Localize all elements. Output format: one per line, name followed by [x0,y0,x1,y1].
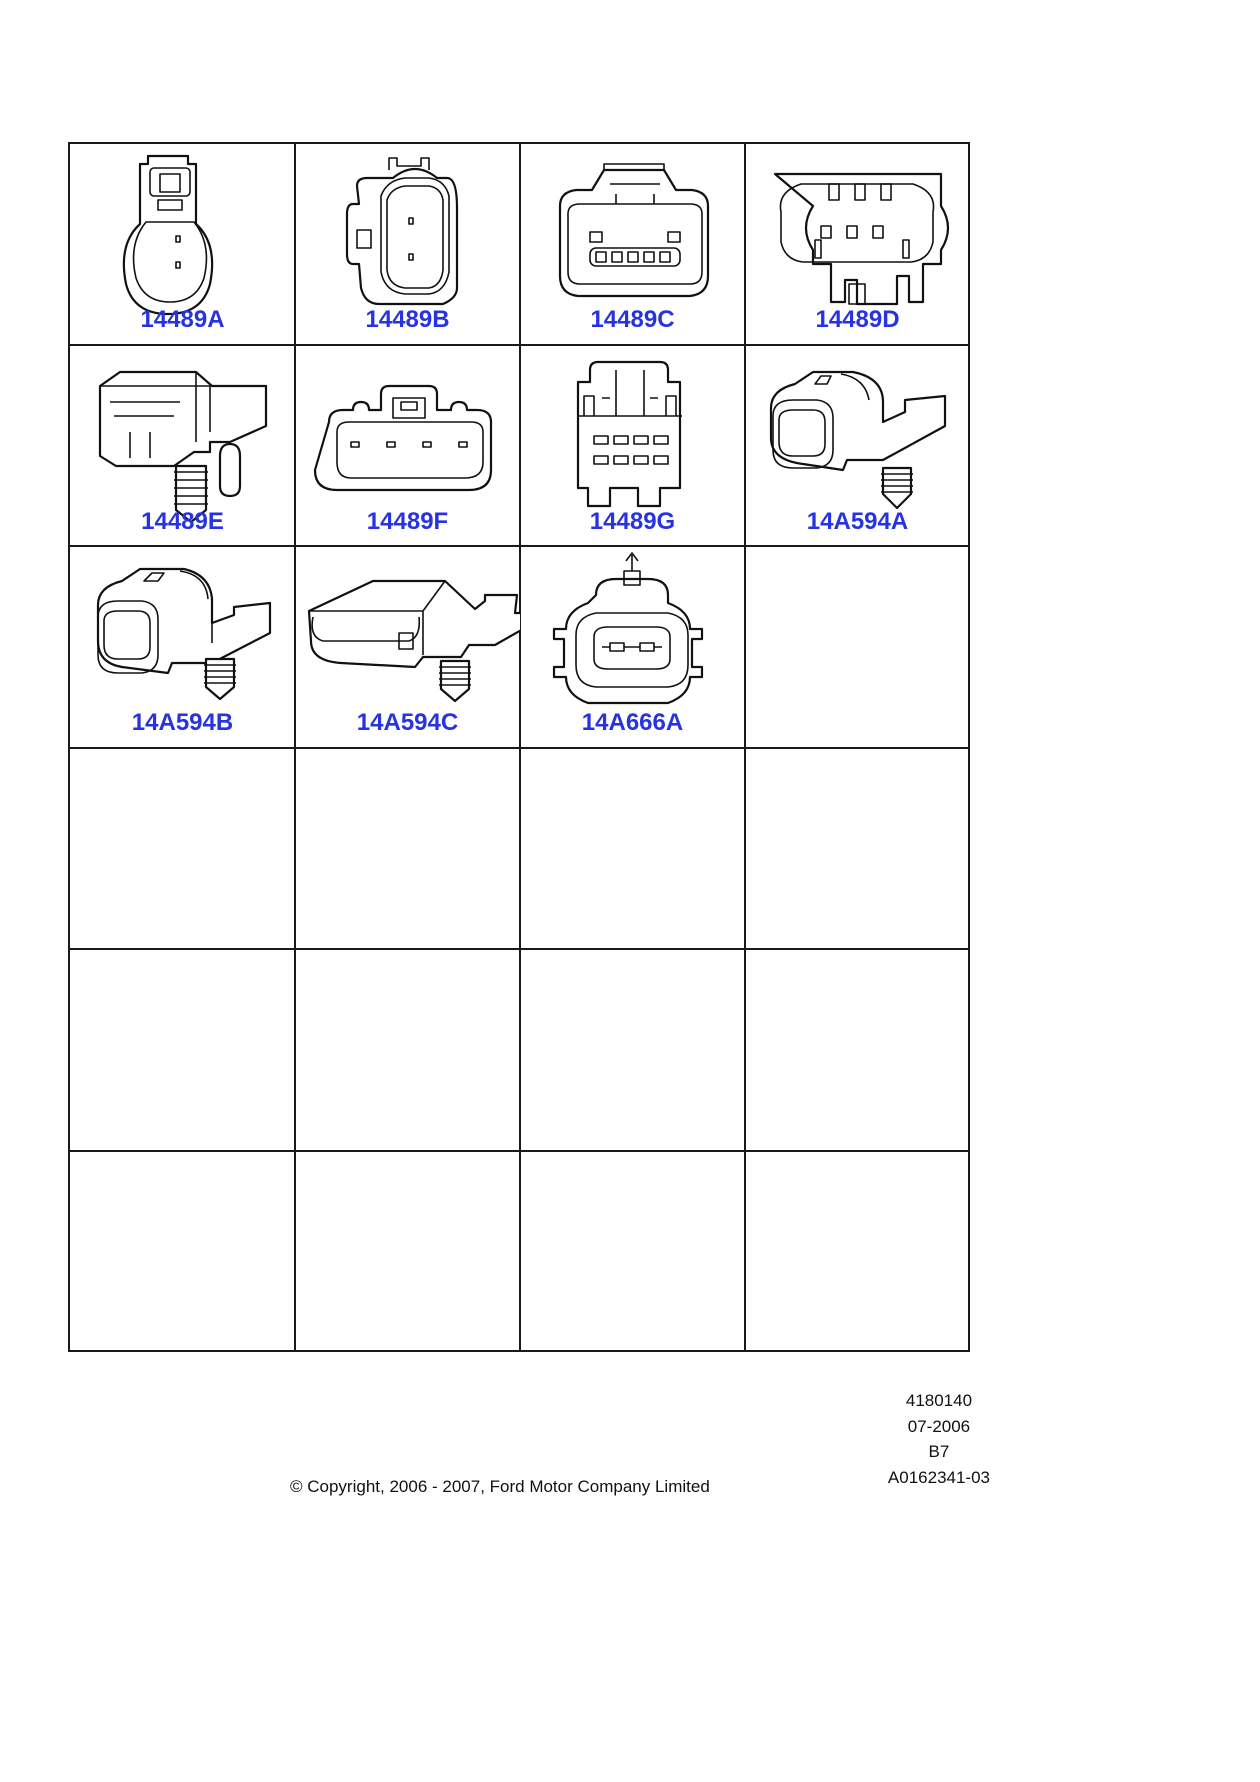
document-info [888,1388,990,1490]
copyright-notice: © Copyright, 2006 - 2007, Ford Motor Company Limited [290,1477,710,1496]
document-code: B7 [928,1442,950,1461]
part-number: 14A666A [581,709,684,736]
part-number: 14489C [590,306,675,333]
connector-cell-14a594a [745,346,970,547]
part-number: 14489F [366,508,449,535]
grid-divider [70,948,968,950]
connector-cell-14489a [70,144,295,345]
connector-cell-14a594b [70,547,295,748]
part-number: 14A594C [356,709,459,736]
connector-cell-14489e [70,346,295,547]
grid-divider [70,1150,968,1152]
connector-cell-14a594c [295,547,520,748]
connector-cell-14489g [520,346,745,547]
connector-cell-14489b [295,144,520,345]
part-number: 14489B [365,306,450,333]
part-number: 14489A [140,306,225,333]
connector-cell-14a666a [520,547,745,748]
connector-grid [68,142,970,1352]
part-number: 14A594B [131,709,234,736]
document-ref: A0162341-03 [887,1467,990,1487]
part-number: 14A594A [806,508,909,535]
connector-cell-14489f [295,346,520,547]
part-number: 14489G [589,508,676,535]
document-date: 07-2006 [907,1416,971,1436]
part-number: 14489E [141,508,224,535]
connector-cell-14489c [520,144,745,345]
part-number: 14489D [815,306,900,333]
document-number: 4180140 [905,1391,973,1410]
connector-cell-14489d [745,144,970,345]
